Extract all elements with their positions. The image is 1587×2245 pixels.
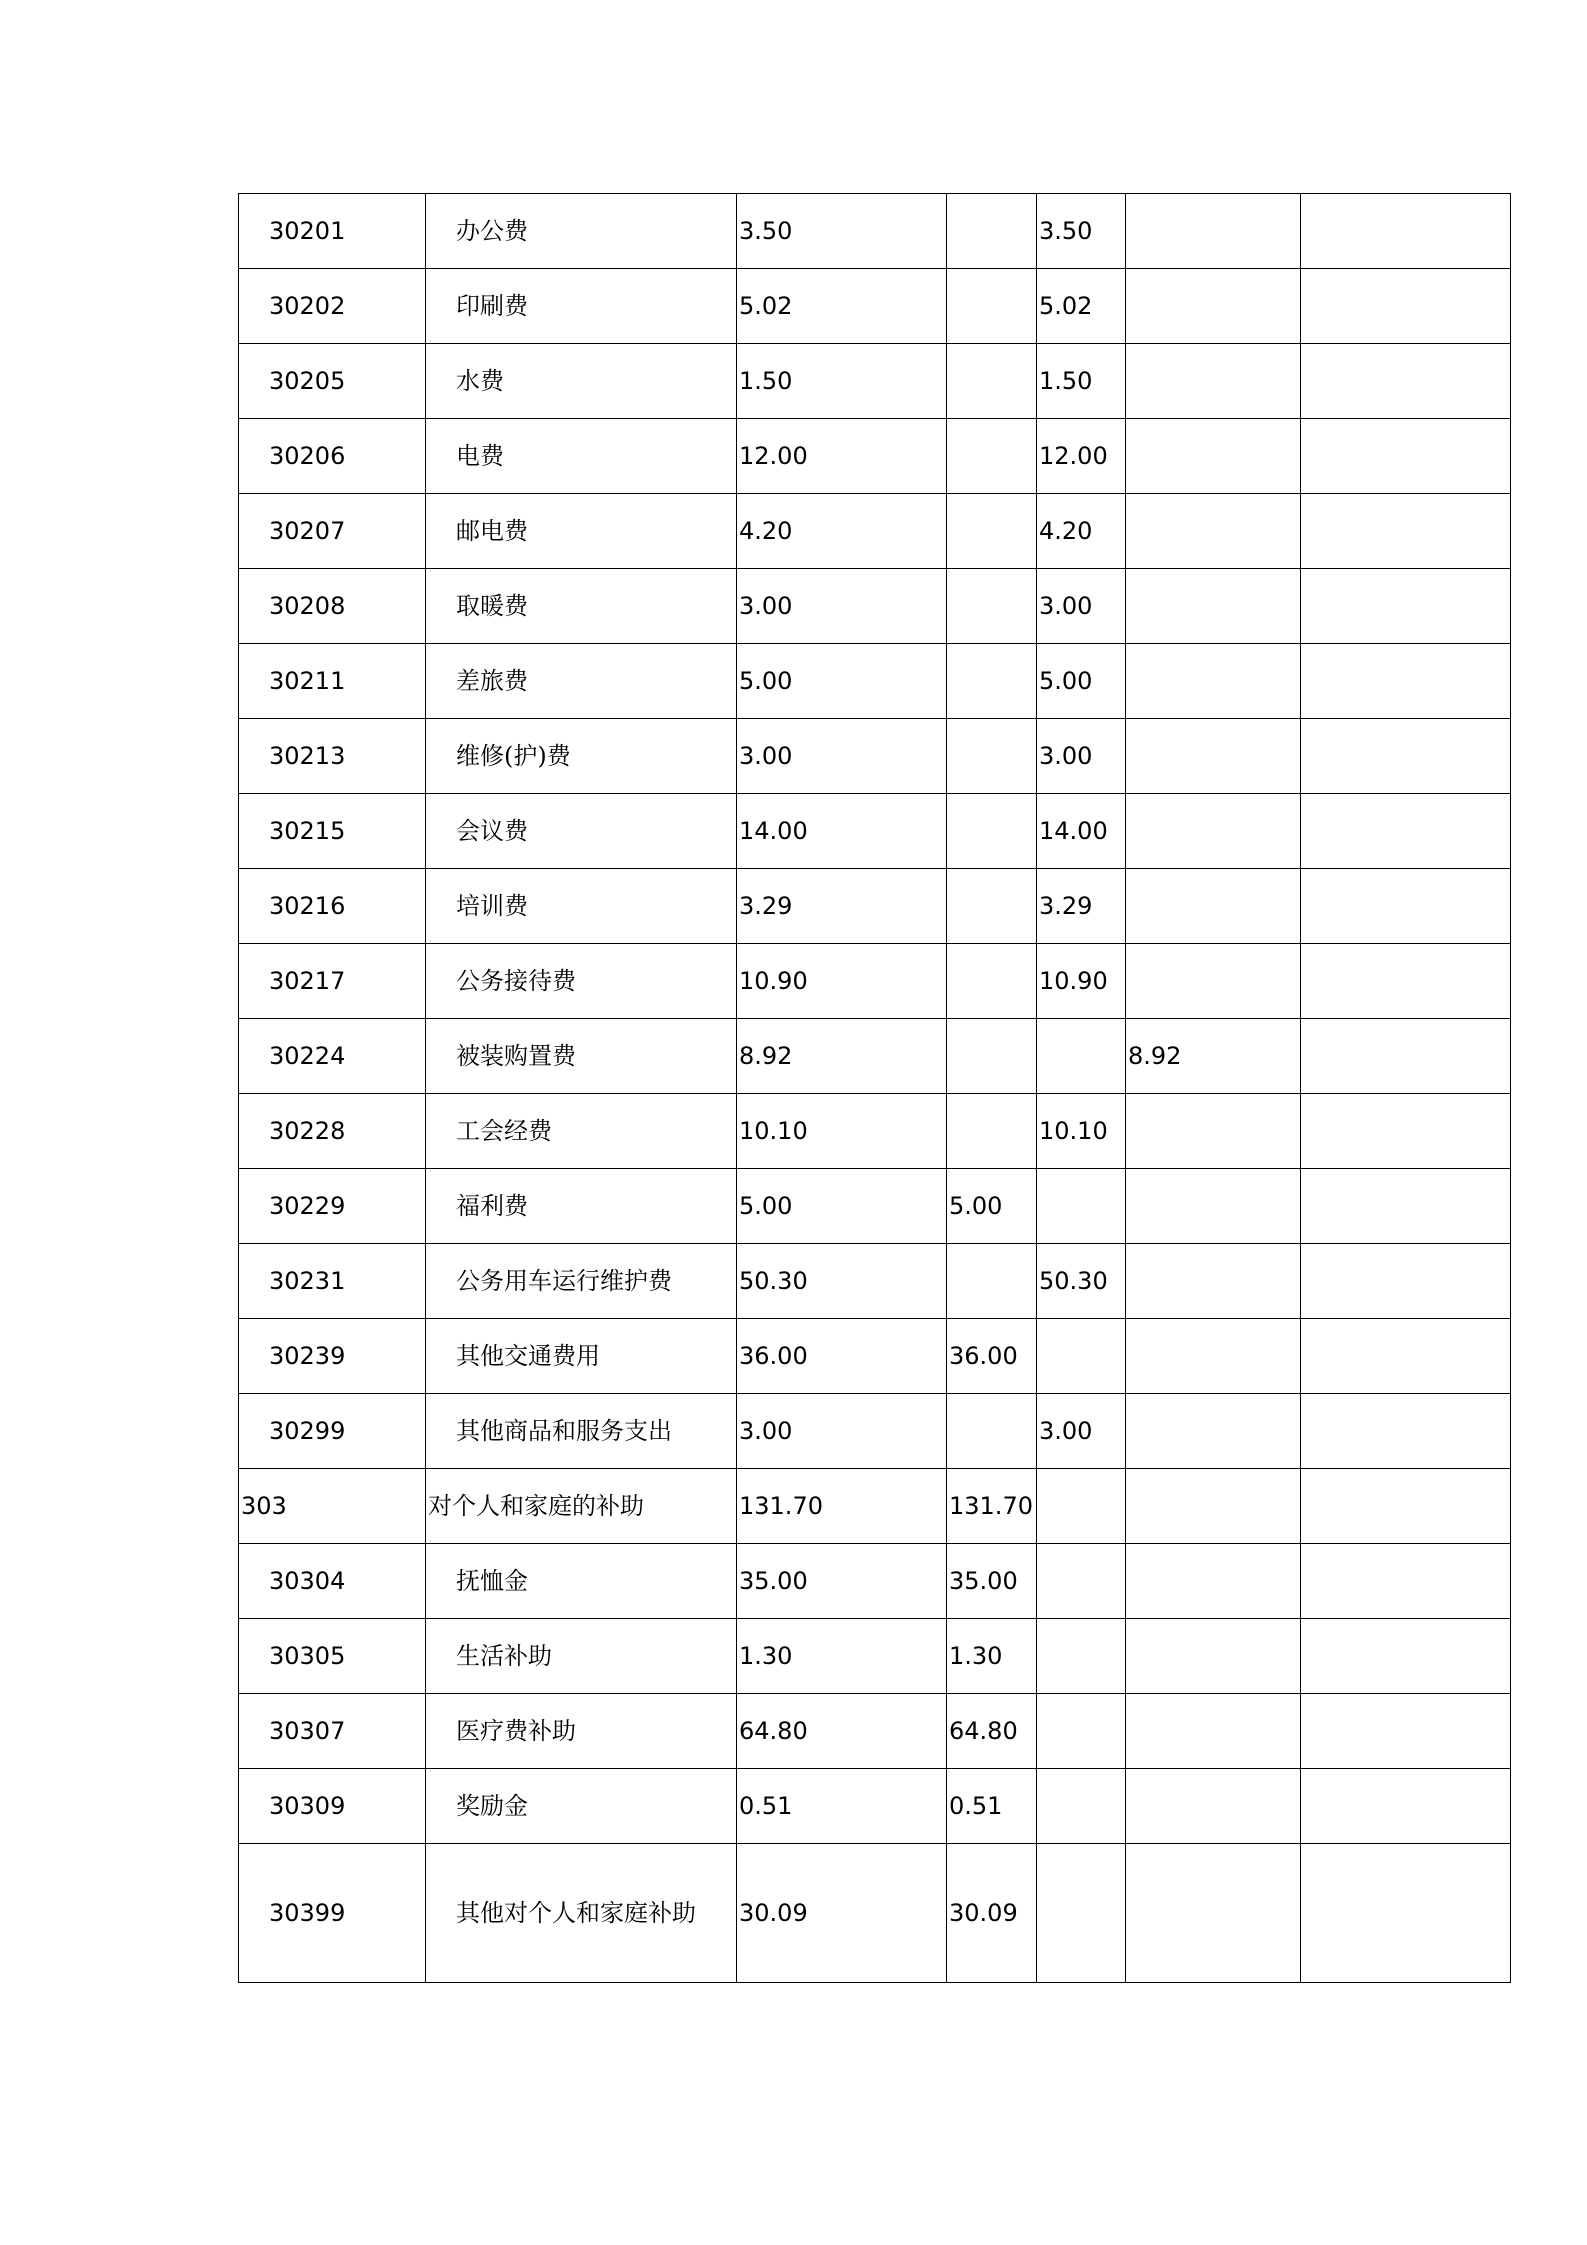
other-amount [1126, 869, 1301, 944]
extra-amount [1301, 1769, 1511, 1844]
project-amount [1037, 1469, 1126, 1544]
other-amount [1126, 344, 1301, 419]
basic-amount: 0.51 [947, 1769, 1037, 1844]
other-amount [1126, 1394, 1301, 1469]
other-amount [1126, 644, 1301, 719]
item-name: 电费 [426, 419, 737, 494]
extra-amount [1301, 569, 1511, 644]
total-amount: 12.00 [737, 419, 947, 494]
table-row [239, 869, 1511, 944]
other-amount [1126, 1619, 1301, 1694]
basic-amount: 131.70 [947, 1469, 1037, 1544]
table-row [239, 1469, 1511, 1544]
project-amount: 5.00 [1037, 644, 1126, 719]
extra-amount [1301, 1844, 1511, 1983]
other-amount [1126, 1694, 1301, 1769]
table-row [239, 1694, 1511, 1769]
basic-amount [947, 1394, 1037, 1469]
table-row [239, 944, 1511, 1019]
basic-amount: 36.00 [947, 1319, 1037, 1394]
project-amount [1037, 1619, 1126, 1694]
total-amount: 30.09 [737, 1844, 947, 1983]
item-name: 福利费 [426, 1169, 737, 1244]
other-amount [1126, 194, 1301, 269]
extra-amount [1301, 944, 1511, 1019]
other-amount [1126, 569, 1301, 644]
total-amount: 3.29 [737, 869, 947, 944]
total-amount: 36.00 [737, 1319, 947, 1394]
basic-amount [947, 569, 1037, 644]
table-row [239, 494, 1511, 569]
item-code: 30206 [239, 419, 426, 494]
item-code: 303 [239, 1469, 426, 1544]
basic-amount [947, 869, 1037, 944]
table-row [239, 794, 1511, 869]
item-code: 30305 [239, 1619, 426, 1694]
table-row [239, 1319, 1511, 1394]
basic-amount: 30.09 [947, 1844, 1037, 1983]
extra-amount [1301, 269, 1511, 344]
item-code: 30202 [239, 269, 426, 344]
project-amount: 5.02 [1037, 269, 1126, 344]
project-amount [1037, 1544, 1126, 1619]
basic-amount: 1.30 [947, 1619, 1037, 1694]
project-amount [1037, 1019, 1126, 1094]
item-code: 30215 [239, 794, 426, 869]
project-amount [1037, 1169, 1126, 1244]
total-amount: 5.00 [737, 1169, 947, 1244]
item-name: 其他对个人和家庭补助 [426, 1844, 737, 1983]
item-name: 差旅费 [426, 644, 737, 719]
basic-amount [947, 344, 1037, 419]
total-amount: 35.00 [737, 1544, 947, 1619]
project-amount: 3.00 [1037, 719, 1126, 794]
other-amount [1126, 1469, 1301, 1544]
project-amount: 10.90 [1037, 944, 1126, 1019]
total-amount: 10.10 [737, 1094, 947, 1169]
extra-amount [1301, 1619, 1511, 1694]
total-amount: 8.92 [737, 1019, 947, 1094]
total-amount: 4.20 [737, 494, 947, 569]
project-amount [1037, 1694, 1126, 1769]
total-amount: 0.51 [737, 1769, 947, 1844]
item-code: 30299 [239, 1394, 426, 1469]
table-row [239, 1544, 1511, 1619]
item-code: 30229 [239, 1169, 426, 1244]
other-amount [1126, 1544, 1301, 1619]
extra-amount [1301, 1019, 1511, 1094]
item-name: 对个人和家庭的补助 [426, 1469, 737, 1544]
table-row [239, 1394, 1511, 1469]
total-amount: 3.00 [737, 569, 947, 644]
basic-amount: 5.00 [947, 1169, 1037, 1244]
other-amount [1126, 1094, 1301, 1169]
item-name: 公务用车运行维护费 [426, 1244, 737, 1319]
item-code: 30217 [239, 944, 426, 1019]
extra-amount [1301, 1544, 1511, 1619]
table-row [239, 1244, 1511, 1319]
total-amount: 5.02 [737, 269, 947, 344]
budget-table [238, 193, 1511, 1983]
table-row [239, 644, 1511, 719]
table-row [239, 1844, 1511, 1983]
item-code: 30231 [239, 1244, 426, 1319]
item-name: 邮电费 [426, 494, 737, 569]
other-amount [1126, 794, 1301, 869]
other-amount [1126, 269, 1301, 344]
table-row [239, 1094, 1511, 1169]
project-amount: 12.00 [1037, 419, 1126, 494]
extra-amount [1301, 794, 1511, 869]
project-amount: 14.00 [1037, 794, 1126, 869]
project-amount: 3.00 [1037, 569, 1126, 644]
other-amount [1126, 1769, 1301, 1844]
table-body [239, 194, 1511, 1983]
item-code: 30216 [239, 869, 426, 944]
item-name: 办公费 [426, 194, 737, 269]
item-code: 30208 [239, 569, 426, 644]
extra-amount [1301, 644, 1511, 719]
item-name: 其他商品和服务支出 [426, 1394, 737, 1469]
other-amount [1126, 1844, 1301, 1983]
other-amount [1126, 494, 1301, 569]
item-name: 生活补助 [426, 1619, 737, 1694]
basic-amount [947, 1244, 1037, 1319]
item-name: 培训费 [426, 869, 737, 944]
basic-amount [947, 1094, 1037, 1169]
extra-amount [1301, 1694, 1511, 1769]
table-row [239, 269, 1511, 344]
table-row [239, 344, 1511, 419]
project-amount: 3.50 [1037, 194, 1126, 269]
basic-amount [947, 494, 1037, 569]
total-amount: 14.00 [737, 794, 947, 869]
basic-amount [947, 719, 1037, 794]
total-amount: 1.50 [737, 344, 947, 419]
extra-amount [1301, 194, 1511, 269]
item-name: 被装购置费 [426, 1019, 737, 1094]
item-name: 公务接待费 [426, 944, 737, 1019]
other-amount [1126, 1244, 1301, 1319]
other-amount [1126, 944, 1301, 1019]
extra-amount [1301, 1469, 1511, 1544]
extra-amount [1301, 1094, 1511, 1169]
basic-amount [947, 269, 1037, 344]
total-amount: 10.90 [737, 944, 947, 1019]
item-name: 工会经费 [426, 1094, 737, 1169]
item-name: 取暖费 [426, 569, 737, 644]
table-row [239, 1169, 1511, 1244]
extra-amount [1301, 869, 1511, 944]
basic-amount [947, 1019, 1037, 1094]
project-amount: 3.00 [1037, 1394, 1126, 1469]
item-name: 其他交通费用 [426, 1319, 737, 1394]
basic-amount [947, 419, 1037, 494]
item-code: 30211 [239, 644, 426, 719]
extra-amount [1301, 1244, 1511, 1319]
item-code: 30224 [239, 1019, 426, 1094]
other-amount: 8.92 [1126, 1019, 1301, 1094]
item-name: 会议费 [426, 794, 737, 869]
item-code: 30201 [239, 194, 426, 269]
other-amount [1126, 1169, 1301, 1244]
extra-amount [1301, 494, 1511, 569]
item-code: 30304 [239, 1544, 426, 1619]
basic-amount [947, 194, 1037, 269]
project-amount [1037, 1769, 1126, 1844]
total-amount: 64.80 [737, 1694, 947, 1769]
project-amount: 50.30 [1037, 1244, 1126, 1319]
project-amount: 4.20 [1037, 494, 1126, 569]
total-amount: 1.30 [737, 1619, 947, 1694]
project-amount [1037, 1319, 1126, 1394]
project-amount: 3.29 [1037, 869, 1126, 944]
total-amount: 3.00 [737, 1394, 947, 1469]
item-code: 30307 [239, 1694, 426, 1769]
extra-amount [1301, 719, 1511, 794]
item-code: 30399 [239, 1844, 426, 1983]
total-amount: 50.30 [737, 1244, 947, 1319]
extra-amount [1301, 419, 1511, 494]
basic-amount: 64.80 [947, 1694, 1037, 1769]
project-amount [1037, 1844, 1126, 1983]
item-code: 30309 [239, 1769, 426, 1844]
project-amount: 10.10 [1037, 1094, 1126, 1169]
other-amount [1126, 1319, 1301, 1394]
other-amount [1126, 419, 1301, 494]
table-row [239, 1019, 1511, 1094]
item-code: 30239 [239, 1319, 426, 1394]
item-code: 30228 [239, 1094, 426, 1169]
other-amount [1126, 719, 1301, 794]
total-amount: 131.70 [737, 1469, 947, 1544]
table-row [239, 194, 1511, 269]
item-name: 维修(护)费 [426, 719, 737, 794]
extra-amount [1301, 1319, 1511, 1394]
basic-amount: 35.00 [947, 1544, 1037, 1619]
item-name: 医疗费补助 [426, 1694, 737, 1769]
extra-amount [1301, 1394, 1511, 1469]
basic-amount [947, 644, 1037, 719]
table-row [239, 419, 1511, 494]
table-row [239, 719, 1511, 794]
basic-amount [947, 794, 1037, 869]
item-name: 抚恤金 [426, 1544, 737, 1619]
item-name: 印刷费 [426, 269, 737, 344]
item-name: 奖励金 [426, 1769, 737, 1844]
table-row [239, 569, 1511, 644]
total-amount: 3.00 [737, 719, 947, 794]
extra-amount [1301, 344, 1511, 419]
table-row [239, 1619, 1511, 1694]
item-code: 30213 [239, 719, 426, 794]
total-amount: 5.00 [737, 644, 947, 719]
basic-amount [947, 944, 1037, 1019]
item-code: 30205 [239, 344, 426, 419]
table-row [239, 1769, 1511, 1844]
item-name: 水费 [426, 344, 737, 419]
item-code: 30207 [239, 494, 426, 569]
total-amount: 3.50 [737, 194, 947, 269]
project-amount: 1.50 [1037, 344, 1126, 419]
extra-amount [1301, 1169, 1511, 1244]
